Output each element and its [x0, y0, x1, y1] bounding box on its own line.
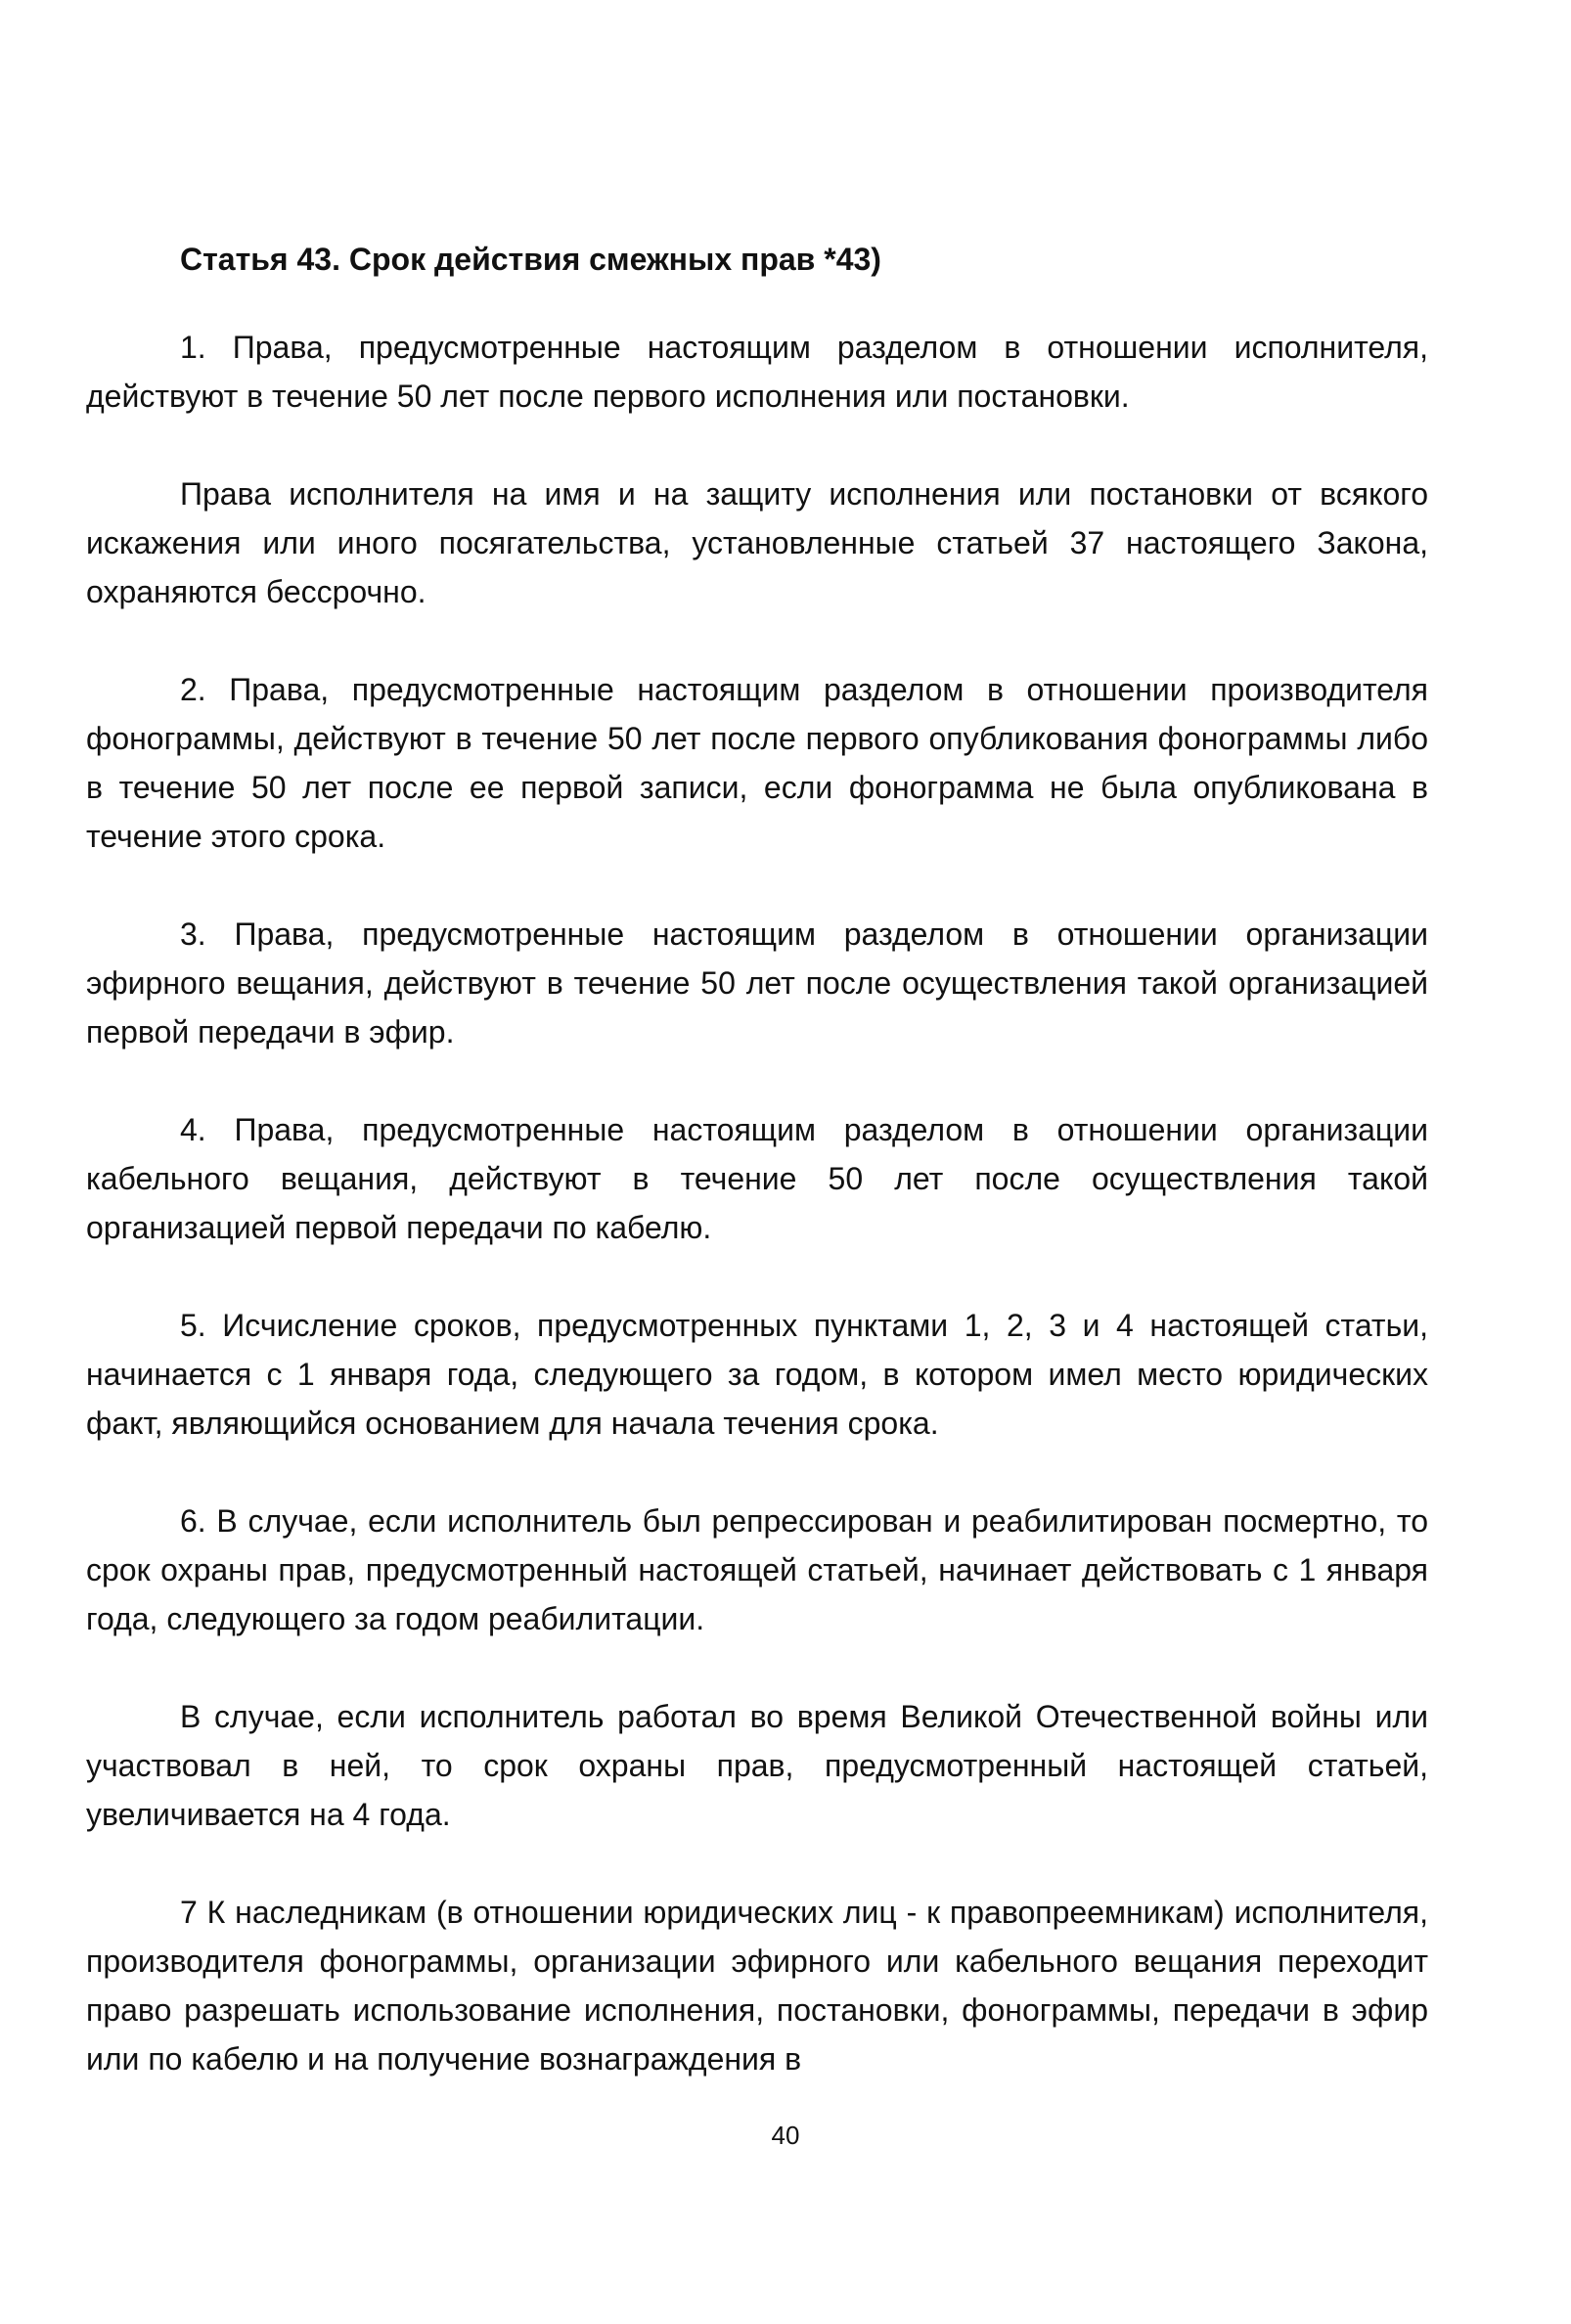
article-title: Статья 43. Срок действия смежных прав *43) [180, 242, 881, 277]
paragraph-1: 1. Права, предусмотренные настоящим разделом в отношении исполнителя, действуют в течение 50 лет после первого исполнения или постановки. [86, 330, 1428, 414]
paragraph-6: 6. В случае, если исполнитель был репрессирован и реабилитирован посмертно, то срок охраны прав, предусмотренный настоящей статьей, начинает действовать с 1 января года, следующего за годом реабилитации. [86, 1503, 1428, 1636]
paragraph-2: 2. Права, предусмотренные настоящим разделом в отношении производителя фонограммы, действуют в течение 50 лет после первого опубликования фонограммы либо в течение 50 лет после ее первой записи, если фонограмма не была опубликована в течение этого срока. [86, 672, 1428, 854]
page-number: 40 [771, 2121, 800, 2150]
paragraph-1-continued: Права исполнителя на имя и на защиту исполнения или постановки от всякого искажения или иного посягательства, установленные статьей 37 настоящего Закона, охраняются бессрочно. [86, 476, 1428, 609]
document-page [86, 235, 1428, 2132]
paragraph-4: 4. Права, предусмотренные настоящим разделом в отношении организации кабельного вещания, действуют в течение 50 лет после осуществления такой организацией первой передачи по кабелю. [86, 1112, 1428, 1245]
paragraph-7: 7 К наследникам (в отношении юридических лиц - к правопреемникам) исполнителя, производителя фонограммы, организации эфирного или кабельного вещания переходит право разрешать использование исполнения, постановки, фонограммы, передачи в эфир или по кабелю и на получение вознаграждения в [86, 1895, 1428, 2077]
paragraph-3: 3. Права, предусмотренные настоящим разделом в отношении организации эфирного вещания, действуют в течение 50 лет после осуществления такой организацией первой передачи в эфир. [86, 916, 1428, 1050]
paragraph-6-continued: В случае, если исполнитель работал во время Великой Отечественной войны или участвовал в ней, то срок охраны прав, предусмотренный настоящей статьей, увеличивается на 4 года. [86, 1699, 1428, 1832]
paragraph-5: 5. Исчисление сроков, предусмотренных пунктами 1, 2, 3 и 4 настоящей статьи, начинается с 1 января года, следующего за годом, в котором имел место юридических факт, являющийся основанием для начала течения срока. [86, 1308, 1428, 1441]
